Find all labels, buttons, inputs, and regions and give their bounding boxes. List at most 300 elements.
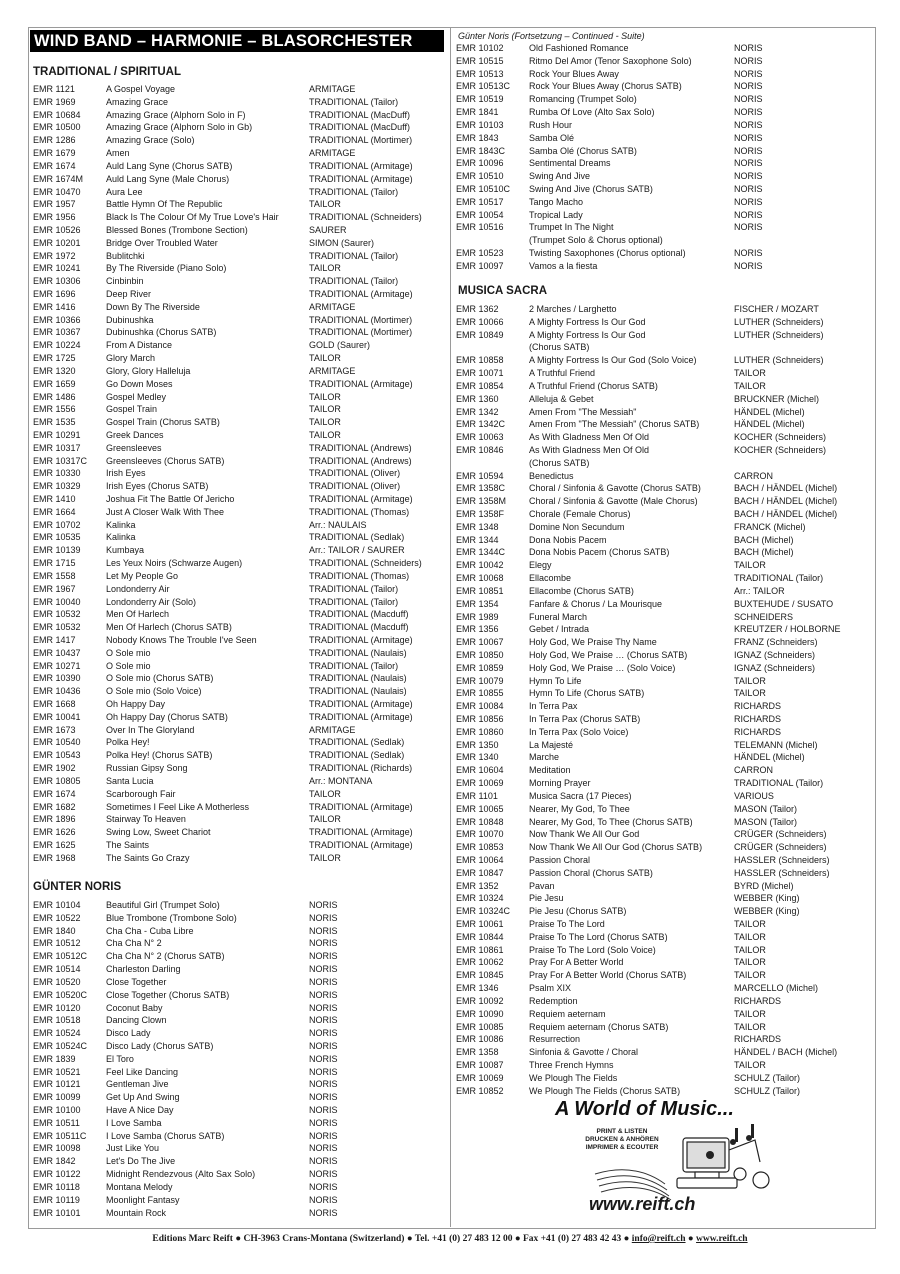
item-code: EMR 1362 xyxy=(456,304,499,314)
item-code: EMR 10852 xyxy=(456,1085,504,1096)
item-code: EMR 10540 xyxy=(33,737,81,748)
item-composer: TRADITIONAL (Naulais) xyxy=(309,647,407,658)
item-title: We Plough The Fields xyxy=(529,1072,618,1083)
item-composer: RICHARDS xyxy=(734,1034,782,1045)
item-title: Pie Jesu xyxy=(529,893,564,904)
item-title: Joshua Fit The Battle Of Jericho xyxy=(106,494,235,504)
item-title: Sentimental Dreams xyxy=(529,158,611,169)
footer-email-link[interactable]: info@reift.ch xyxy=(631,1234,686,1244)
item-title: By The Riverside (Piano Solo) xyxy=(106,263,227,274)
item-title: Swing And Jive (Chorus SATB) xyxy=(529,183,653,194)
item-code: EMR 10092 xyxy=(456,995,504,1006)
item-title: Gospel Train xyxy=(106,404,158,415)
item-composer: TRADITIONAL (Mortimer) xyxy=(309,135,413,146)
item-title: Dancing Clown xyxy=(106,1015,167,1026)
item-code: EMR 10684 xyxy=(33,109,81,120)
item-composer: TAILOR xyxy=(734,560,766,571)
item-code: EMR 10042 xyxy=(456,560,504,571)
item-title: Rush Hour xyxy=(529,119,573,130)
item-title: Funeral March xyxy=(529,611,588,622)
bullet-icon: ● xyxy=(235,1234,244,1244)
item-code: EMR 10848 xyxy=(456,816,504,827)
list-item xyxy=(456,106,866,119)
item-code: EMR 1346 xyxy=(456,983,499,994)
footer-fax: Fax +41 (0) 27 483 42 43 xyxy=(522,1234,622,1244)
list-item xyxy=(33,519,445,532)
item-composer: NORIS xyxy=(309,925,338,936)
item-composer: NORIS xyxy=(734,145,763,156)
footer xyxy=(0,1234,900,1244)
list-item xyxy=(456,1085,866,1098)
item-title: Oh Happy Day xyxy=(106,699,166,709)
item-code: EMR 1556 xyxy=(33,404,76,415)
item-code: EMR 10500 xyxy=(33,122,81,133)
item-title: Requiem aeternam (Chorus SATB) xyxy=(529,1021,669,1032)
list-item xyxy=(456,739,866,752)
list-item xyxy=(33,963,445,976)
item-title: O Sole mio (Chorus SATB) xyxy=(106,673,214,684)
item-title: Pray For A Better World (Chorus SATB) xyxy=(529,970,687,981)
list-item xyxy=(456,221,866,234)
item-composer: TRADITIONAL (Armitage) xyxy=(309,827,413,838)
item-code: EMR 1354 xyxy=(456,598,499,609)
item-code: EMR 1358F xyxy=(456,509,505,519)
item-composer: TRADITIONAL (Andrews) xyxy=(309,442,412,453)
item-code: EMR 10291 xyxy=(33,429,81,440)
list-item xyxy=(456,1021,866,1034)
item-composer: TAILOR xyxy=(309,404,341,415)
list-item xyxy=(456,367,866,380)
item-composer: TRADITIONAL (Oliver) xyxy=(309,481,401,492)
list-item xyxy=(456,649,866,662)
item-code: EMR 10096 xyxy=(456,158,504,169)
item-code: EMR 1725 xyxy=(33,353,76,364)
item-composer: RICHARDS xyxy=(734,726,782,737)
item-code: EMR 10518 xyxy=(33,1015,81,1026)
list-item xyxy=(456,80,866,93)
list-item xyxy=(456,956,866,969)
item-code: EMR 10104 xyxy=(33,900,81,910)
item-composer: TRADITIONAL (Andrews) xyxy=(309,455,412,466)
item-code: EMR 1121 xyxy=(33,84,75,94)
item-code: EMR 10079 xyxy=(456,675,504,686)
item-composer: NORIS xyxy=(734,248,763,258)
item-title: Go Down Moses xyxy=(106,378,173,389)
item-composer: TAILOR xyxy=(734,970,766,981)
item-composer: CARRON xyxy=(734,765,774,776)
item-title: Tango Macho xyxy=(529,196,584,207)
item-code: EMR 10470 xyxy=(33,186,81,197)
traditional-list xyxy=(33,83,445,865)
item-title: Close Together xyxy=(106,976,167,987)
item-title: Gospel Train (Chorus SATB) xyxy=(106,417,220,428)
list-item xyxy=(33,852,445,865)
item-code: EMR 10514 xyxy=(33,964,81,975)
item-title: A Mighty Fortress Is Our God xyxy=(529,329,646,340)
item-code: EMR 10065 xyxy=(456,803,504,814)
item-code: EMR 10532 xyxy=(33,609,81,620)
item-code: EMR 10041 xyxy=(33,711,81,722)
list-item xyxy=(33,647,445,660)
list-item xyxy=(33,211,445,224)
item-title: A Truthful Friend (Chorus SATB) xyxy=(529,380,658,391)
item-title: Swing And Jive xyxy=(529,171,591,182)
item-composer: RICHARDS xyxy=(734,995,782,1006)
item-composer: TRADITIONAL (Armitage) xyxy=(309,173,413,184)
item-composer: TAILOR xyxy=(309,814,341,825)
list-item xyxy=(456,132,866,145)
item-code: EMR 1358M xyxy=(456,496,507,507)
item-composer: NORIS xyxy=(309,1130,338,1141)
item-title: Have A Nice Day xyxy=(106,1105,174,1115)
list-item xyxy=(33,493,445,506)
item-code: EMR 10040 xyxy=(33,596,81,607)
list-item xyxy=(33,224,445,237)
list-item xyxy=(33,96,445,109)
list-item xyxy=(33,1104,445,1117)
item-code: EMR 10097 xyxy=(456,260,504,271)
item-composer: NORIS xyxy=(309,1143,338,1154)
item-title: Greensleeves xyxy=(106,442,162,453)
item-composer: ARMITAGE xyxy=(309,301,356,312)
item-title: Holy God, We Praise Thy Name xyxy=(529,637,657,648)
item-title: Stairway To Heaven xyxy=(106,814,186,825)
item-code: EMR 10845 xyxy=(456,970,504,981)
item-composer: KREUTZER / HOLBORNE xyxy=(734,624,841,635)
column-divider xyxy=(450,27,451,1227)
list-item xyxy=(456,380,866,393)
item-code: EMR 10324 xyxy=(456,893,504,904)
reift-logo xyxy=(555,1098,775,1223)
list-item xyxy=(456,995,866,1008)
item-code: EMR 1558 xyxy=(33,570,76,581)
item-composer: SCHNEIDERS xyxy=(734,611,794,622)
item-composer: NORIS xyxy=(309,976,338,987)
item-code: EMR 10511 xyxy=(33,1117,80,1128)
list-item xyxy=(33,288,445,301)
item-title: Romancing (Trumpet Solo) xyxy=(529,94,637,105)
item-title: A Mighty Fortress Is Our God (Solo Voice) xyxy=(529,355,697,366)
item-title: Montana Melody xyxy=(106,1181,173,1192)
item-title: El Toro xyxy=(106,1053,134,1064)
logo-url[interactable]: www.reift.ch xyxy=(589,1194,696,1214)
item-code: EMR 10510C xyxy=(456,183,511,194)
item-code: EMR 1957 xyxy=(33,199,76,210)
item-title: Choral / Sinfonia & Gavotte (Male Chorus) xyxy=(529,496,698,507)
item-composer: NORIS xyxy=(309,1092,338,1103)
item-code: EMR 1350 xyxy=(456,739,499,750)
list-item xyxy=(33,442,445,455)
list-item xyxy=(33,749,445,762)
list-item xyxy=(456,68,866,81)
item-title: Praise To The Lord (Chorus SATB) xyxy=(529,931,668,942)
item-composer: NORIS xyxy=(734,196,763,207)
item-code: EMR 10702 xyxy=(33,519,81,530)
list-item xyxy=(33,365,445,378)
footer-publisher: Editions Marc Reift xyxy=(152,1234,233,1244)
list-item xyxy=(33,1117,445,1130)
item-title: La Majesté xyxy=(529,739,574,750)
list-item xyxy=(456,713,866,726)
item-code: EMR 10120 xyxy=(33,1002,81,1013)
item-code: EMR 10069 xyxy=(456,1072,504,1083)
list-item xyxy=(33,1130,445,1143)
footer-web-link[interactable]: www.reift.ch xyxy=(696,1234,748,1244)
item-composer: TRADITIONAL (Tailor) xyxy=(734,778,824,789)
item-composer: HÄNDEL / BACH (Michel) xyxy=(734,1047,838,1058)
item-code: EMR 10524 xyxy=(33,1028,81,1039)
item-code: EMR 10090 xyxy=(456,1008,504,1019)
item-title: Swing Low, Sweet Chariot xyxy=(106,827,211,838)
item-title: We Plough The Fields (Chorus SATB) xyxy=(529,1085,681,1096)
item-composer: NORIS xyxy=(734,68,763,79)
item-code: EMR 10850 xyxy=(456,649,504,660)
section-title-sacra: MUSICA SACRA xyxy=(458,285,548,297)
item-title: Trumpet In The Night xyxy=(529,222,614,233)
list-item xyxy=(33,275,445,288)
logo-line1: PRINT & LISTEN xyxy=(596,1128,648,1135)
list-item xyxy=(33,736,445,749)
item-composer: TAILOR xyxy=(309,429,341,440)
item-code: EMR 10520 xyxy=(33,976,81,987)
item-code: EMR 1410 xyxy=(33,494,76,504)
list-item xyxy=(456,585,866,598)
item-title: Domine Non Secundum xyxy=(529,521,625,532)
item-code: EMR 10520C xyxy=(33,989,88,1000)
list-item xyxy=(33,1014,445,1027)
item-title: Moonlight Fantasy xyxy=(106,1194,180,1205)
bullet-icon: ● xyxy=(406,1234,415,1244)
list-item xyxy=(456,521,866,534)
item-composer: TAILOR xyxy=(734,919,766,929)
list-item xyxy=(33,326,445,339)
list-item xyxy=(456,572,866,585)
list-item xyxy=(33,455,445,468)
item-composer: RICHARDS xyxy=(734,714,782,724)
item-code: EMR 1673 xyxy=(33,724,76,735)
item-title: Morning Prayer xyxy=(529,778,591,789)
list-item xyxy=(33,109,445,122)
item-title: Greek Dances xyxy=(106,429,164,440)
item-code: EMR 10805 xyxy=(33,775,81,786)
item-code: EMR 1358 xyxy=(456,1047,499,1058)
item-title: Sometimes I Feel Like A Motherless xyxy=(106,801,250,812)
item-code: EMR 1843C xyxy=(456,145,506,156)
item-code: EMR 1956 xyxy=(33,212,76,223)
list-item xyxy=(33,250,445,263)
item-composer: BACH / HÄNDEL (Michel) xyxy=(734,496,838,507)
item-composer: TRADITIONAL (Schneiders) xyxy=(309,212,422,223)
item-composer: TAILOR xyxy=(734,368,766,379)
item-composer: TRADITIONAL (Tailor) xyxy=(309,186,399,197)
item-title: Charleston Darling xyxy=(106,964,181,975)
list-item xyxy=(456,209,866,222)
item-composer: LUTHER (Schneiders) xyxy=(734,355,824,366)
list-item xyxy=(456,700,866,713)
item-title: Let's Do The Jive xyxy=(106,1156,176,1167)
item-title: Chorale (Female Chorus) xyxy=(529,509,631,519)
list-item xyxy=(33,403,445,416)
item-composer: Arr.: TAILOR xyxy=(734,585,785,596)
item-composer: NORIS xyxy=(734,209,763,220)
list-item xyxy=(33,147,445,160)
list-item xyxy=(33,672,445,685)
item-title: Blessed Bones (Trombone Section) xyxy=(106,224,248,235)
item-title: Amen From "The Messiah" (Chorus SATB) xyxy=(529,419,700,430)
item-composer: TRADITIONAL (Tailor) xyxy=(734,573,824,584)
list-item xyxy=(33,198,445,211)
item-composer: TAILOR xyxy=(309,391,341,402)
item-title: Men Of Harlech xyxy=(106,609,170,620)
item-composer: WEBBER (King) xyxy=(734,906,800,917)
item-code: EMR 10436 xyxy=(33,686,81,697)
item-composer: TRADITIONAL (Armitage) xyxy=(309,801,413,812)
item-composer: MASON (Tailor) xyxy=(734,816,798,827)
item-code: EMR 1342C xyxy=(456,419,506,430)
item-code: EMR 10087 xyxy=(456,1059,504,1070)
item-composer: NORIS xyxy=(309,1156,338,1167)
item-code: EMR 10513C xyxy=(456,81,511,92)
item-title: Scarborough Fair xyxy=(106,788,176,799)
item-composer: NORIS xyxy=(309,1002,338,1013)
item-composer: NORIS xyxy=(309,989,338,1000)
item-composer: CRÜGER (Schneiders) xyxy=(734,829,827,840)
list-item xyxy=(456,303,866,316)
item-composer: TAILOR xyxy=(734,1008,766,1019)
item-composer: BUXTEHUDE / SUSATO xyxy=(734,598,834,609)
item-code: EMR 10324C xyxy=(456,906,511,917)
item-title: Holy God, We Praise … (Solo Voice) xyxy=(529,662,676,673)
list-item xyxy=(33,262,445,275)
list-item xyxy=(33,826,445,839)
list-item xyxy=(33,480,445,493)
noris-list xyxy=(33,899,445,1219)
item-title: Mountain Rock xyxy=(106,1207,167,1218)
list-item xyxy=(33,660,445,673)
item-title: Irish Eyes xyxy=(106,468,146,479)
item-composer: NORIS xyxy=(309,1079,338,1090)
item-code: EMR 10224 xyxy=(33,340,81,351)
item-code: EMR 1840 xyxy=(33,925,76,936)
item-title: Disco Lady (Chorus SATB) xyxy=(106,1040,214,1051)
item-code: EMR 10851 xyxy=(456,585,504,596)
list-item xyxy=(456,598,866,611)
list-item xyxy=(456,687,866,700)
item-code: EMR 1839 xyxy=(33,1053,76,1064)
item-composer: NORIS xyxy=(309,900,338,910)
item-code: EMR 1659 xyxy=(33,378,76,389)
item-title: Cinbinbin xyxy=(106,276,144,287)
item-title: A Truthful Friend xyxy=(529,368,596,379)
item-title: 2 Marches / Larghetto xyxy=(529,304,617,314)
item-title: Rumba Of Love (Alto Sax Solo) xyxy=(529,107,655,118)
item-title: Londonderry Air (Solo) xyxy=(106,596,197,607)
item-code: EMR 1535 xyxy=(33,417,76,428)
list-item xyxy=(456,918,866,931)
item-title: Rock Your Blues Away (Chorus SATB) xyxy=(529,81,682,92)
item-title: Vamos a la fiesta xyxy=(529,260,598,271)
item-title: Hymn To Life xyxy=(529,675,582,686)
item-code: EMR 10516 xyxy=(456,222,504,233)
item-composer: TRADITIONAL (Schneiders) xyxy=(309,558,422,569)
item-composer: MASON (Tailor) xyxy=(734,803,798,814)
item-title: Russian Gipsy Song xyxy=(106,763,188,774)
item-code: EMR 1340 xyxy=(456,752,499,763)
item-code: EMR 10061 xyxy=(456,919,504,929)
item-composer: IGNAZ (Schneiders) xyxy=(734,649,816,660)
item-code: EMR 1989 xyxy=(456,611,499,622)
item-title: Choral / Sinfonia & Gavotte (Chorus SATB) xyxy=(529,483,701,494)
item-composer: NORIS xyxy=(309,938,338,949)
list-item xyxy=(456,982,866,995)
list-item xyxy=(456,55,866,68)
item-code: EMR 10854 xyxy=(456,380,504,391)
item-code: EMR 10521 xyxy=(33,1066,81,1077)
item-code: EMR 10390 xyxy=(33,673,81,684)
list-item xyxy=(456,93,866,106)
item-composer: NORIS xyxy=(309,951,338,962)
item-composer: LUTHER (Schneiders) xyxy=(734,329,824,340)
item-composer: HÄNDEL (Michel) xyxy=(734,419,805,430)
list-item xyxy=(456,1033,866,1046)
item-title: Samba Olé xyxy=(529,132,575,143)
item-code: EMR 10099 xyxy=(33,1092,81,1103)
list-item xyxy=(33,1002,445,1015)
list-item xyxy=(456,431,866,444)
item-code: EMR 10102 xyxy=(456,43,504,53)
item-code: EMR 1101 xyxy=(456,790,498,801)
list-item xyxy=(33,1194,445,1207)
item-title: Santa Lucia xyxy=(106,775,154,786)
list-item xyxy=(456,828,866,841)
item-composer: NORIS xyxy=(734,183,763,194)
item-composer: NORIS xyxy=(309,1053,338,1064)
item-composer: NORIS xyxy=(309,1194,338,1205)
item-code: EMR 10849 xyxy=(456,329,504,340)
item-title: A Gospel Voyage xyxy=(106,84,176,94)
list-item xyxy=(33,237,445,250)
item-title: Nobody Knows The Trouble I've Seen xyxy=(106,634,257,645)
list-item xyxy=(33,596,445,609)
item-composer: SCHULZ (Tailor) xyxy=(734,1072,801,1083)
item-title: Tropical Lady xyxy=(529,209,583,220)
item-code: EMR 10068 xyxy=(456,573,504,584)
list-item xyxy=(456,406,866,419)
list-item-continuation: (Chorus SATB) xyxy=(529,457,590,468)
item-title: Psalm XIX xyxy=(529,983,572,994)
item-title: Blue Trombone (Trombone Solo) xyxy=(106,912,237,923)
list-item xyxy=(33,801,445,814)
item-title: Samba Olé (Chorus SATB) xyxy=(529,145,637,156)
item-composer: TAILOR xyxy=(734,675,766,686)
item-code: EMR 10330 xyxy=(33,468,81,479)
list-item xyxy=(33,301,445,314)
item-title: Cha Cha - Cuba Libre xyxy=(106,925,194,936)
list-item xyxy=(456,790,866,803)
item-composer: HASSLER (Schneiders) xyxy=(734,867,830,878)
item-composer: NORIS xyxy=(309,1066,338,1077)
item-composer: TRADITIONAL (Naulais) xyxy=(309,686,407,697)
item-code: EMR 1902 xyxy=(33,763,76,774)
section-title-noris: GÜNTER NORIS xyxy=(33,881,122,893)
logo-illustration-icon xyxy=(555,1122,775,1202)
item-code: EMR 10271 xyxy=(33,660,81,671)
item-title: Nearer, My God, To Thee (Chorus SATB) xyxy=(529,816,693,827)
list-item xyxy=(33,1181,445,1194)
item-composer: TRADITIONAL (Tailor) xyxy=(309,276,399,287)
item-code: EMR 10524C xyxy=(33,1040,88,1051)
item-title: Down By The Riverside xyxy=(106,301,200,312)
